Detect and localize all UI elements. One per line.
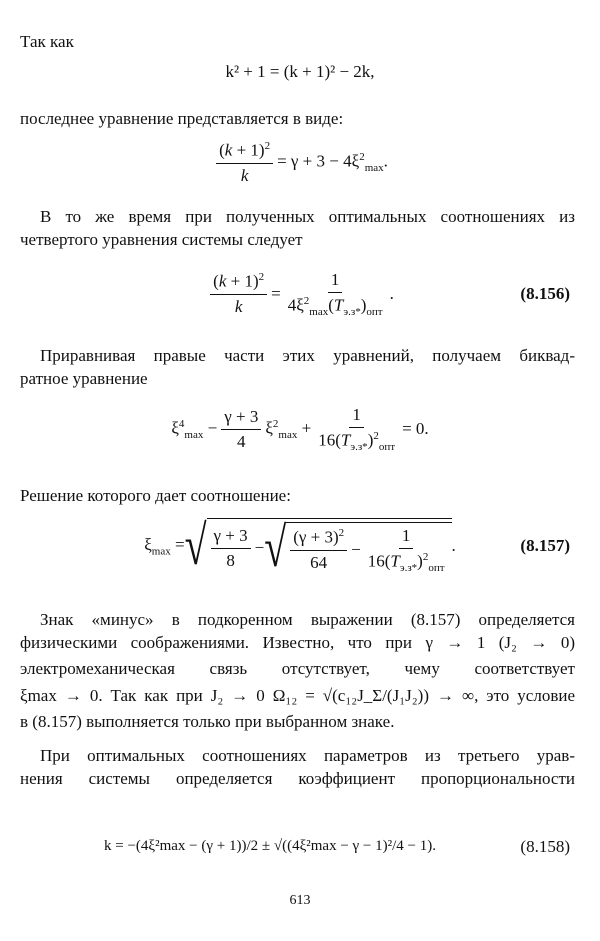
text-line: При оптимальных соотношениях параметров из третьего урав- (40, 746, 575, 765)
text-line: электромеханическая связь отсутствует, чему соответствует (20, 659, 575, 678)
text-line: последнее уравнение представляется в виде: (20, 109, 344, 128)
paragraph (20, 744, 575, 790)
equation-1-text: k² + 1 = (k + 1)² − 2k, (225, 62, 375, 81)
text-line: Так как (20, 32, 74, 51)
equation-4: $\xi^4_{max}$ − $\frac{\gamma + 3}{4}$ $\xi^2_{max}$ + $\frac{1}{16(T_{э.з*})^2_{опт}}$ = 0. (171, 405, 429, 454)
text-line: Знак «минус» в подкоренном выражении (8.157) определяется (40, 610, 575, 629)
paragraph (20, 608, 575, 733)
equation-3: $\frac{(k + 1)^2}{k}$ = $\frac{1}{4\xi^2_{max}(T_{э.з*})_{опт}}$ . (8.156) (0, 270, 600, 318)
text-line: Решение которого дает соотношение: (20, 486, 291, 505)
equation-number: (8.158) (520, 836, 570, 856)
equation-number: (8.156) (520, 284, 570, 304)
text-line: ξmax → 0. Так как при J₂ → 0 Ω₁₂ = √(c₁₂J_Σ/(J₁J₂)) → ∞, это условие (20, 686, 575, 705)
paragraph (20, 205, 575, 251)
equation-number: (8.157) (520, 536, 570, 556)
text-line: Приравнивая правые части этих уравнений, получаем биквад- (40, 346, 575, 365)
text-line: в (8.157) выполняется только при выбранном знаке. (20, 712, 395, 731)
equation-1 (0, 62, 600, 82)
equation-6 (0, 838, 600, 855)
text-line: физическими соображениями. Известно, что при γ → 1 (J₂ → 0) (20, 633, 575, 652)
text-line: нения системы определяется коэффициент пропорциональности (20, 769, 575, 788)
paragraph (20, 344, 575, 390)
text-line: ратное уравнение (20, 369, 148, 388)
page-number: 613 (289, 893, 311, 908)
text-line: В то же время при полученных оптимальных соотношениях из (40, 207, 575, 226)
text-line: четвертого уравнения системы следует (20, 230, 303, 249)
equation-6-text: k = −(4ξ²max − (γ + 1))/2 ± √((4ξ²max − γ − 1)²/4 − 1). (104, 838, 436, 854)
equation-2: $\frac{(k + 1)^2}{k}$ = $\gamma + 3 - 4\xi^2_{max}$. (0, 140, 600, 186)
equation-5: $\xi_{max}$ = √ $\frac{\gamma + 3}{8}$ − √ $\frac{(\gamma + 3)^2}{64}$ − $\frac{1}{16(T_{э.з*})^2_{опт}}$ . (8.157) (144, 513, 570, 579)
